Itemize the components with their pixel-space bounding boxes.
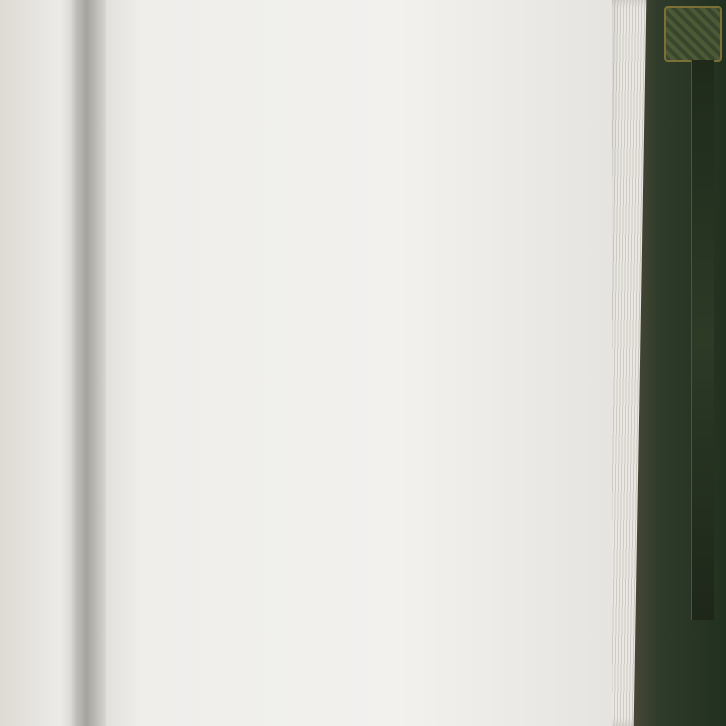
cover-spine [691,60,714,620]
main-page-text [84,0,605,51]
book-gutter [70,0,106,726]
cover-ornament-icon [664,6,722,62]
main-page [78,0,612,726]
